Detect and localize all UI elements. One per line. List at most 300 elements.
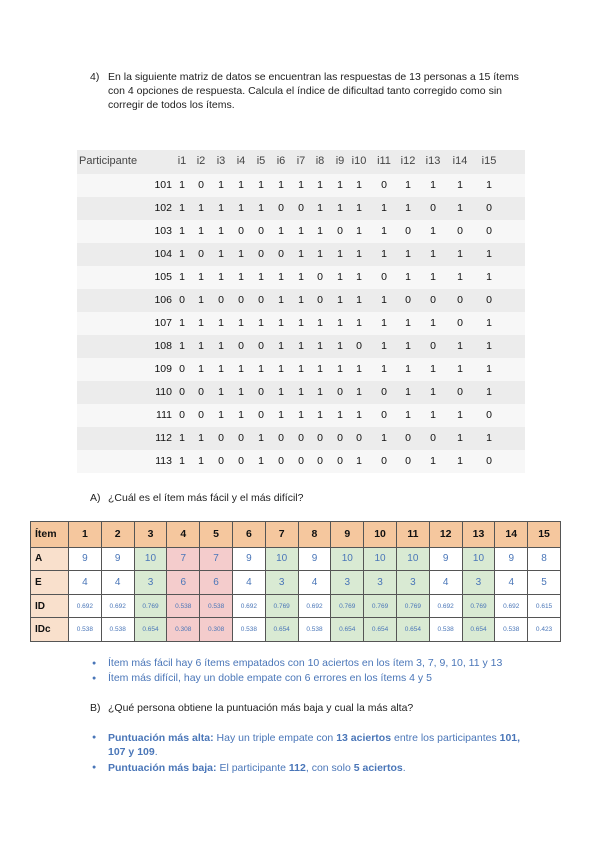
response-cell: 1 (258, 271, 264, 283)
response-cell: 1 (430, 248, 436, 260)
response-cell: 0 (405, 432, 411, 444)
response-cell: 0 (430, 432, 436, 444)
response-cell: 0 (179, 363, 185, 375)
question-number: 4) (90, 71, 100, 83)
response-cell: 1 (337, 248, 343, 260)
response-cell: 1 (298, 363, 304, 375)
response-cell: 1 (198, 340, 204, 352)
response-cell: 0 (430, 340, 436, 352)
response-cell: 1 (405, 363, 411, 375)
stats-item-header: 3 (134, 522, 167, 548)
response-cell: 0 (317, 455, 323, 467)
response-cell: 1 (298, 179, 304, 191)
response-cell: 1 (179, 432, 185, 444)
response-cell: 1 (457, 340, 463, 352)
answer-label: Puntuación más alta: (108, 732, 214, 744)
response-cell: 1 (430, 455, 436, 467)
answer-label: Puntuación más baja: (108, 762, 217, 774)
matrix-item-header: i7 (296, 155, 306, 167)
stats-item-header: 5 (200, 522, 233, 548)
response-cell: 0 (238, 455, 244, 467)
stats-value-cell: 4 (495, 571, 528, 595)
matrix-row (77, 335, 525, 358)
participant-id: 112 (155, 432, 172, 444)
stats-value-cell: 3 (462, 571, 495, 595)
response-cell: 0 (258, 225, 264, 237)
stats-item-header: 4 (167, 522, 200, 548)
matrix-item-header: i12 (400, 155, 416, 167)
response-cell: 1 (278, 179, 284, 191)
response-cell: 0 (298, 432, 304, 444)
response-cell: 1 (356, 455, 362, 467)
stats-value-cell: 4 (429, 571, 462, 595)
stats-value-cell: 3 (265, 571, 298, 595)
response-cell: 1 (337, 409, 343, 421)
response-cell: 1 (258, 432, 264, 444)
response-cell: 0 (218, 432, 224, 444)
response-cell: 0 (238, 340, 244, 352)
response-cell: 1 (430, 363, 436, 375)
response-cell: 1 (356, 294, 362, 306)
stats-value-cell: 3 (331, 571, 364, 595)
response-cell: 1 (258, 317, 264, 329)
stats-value-cell: 0.538 (495, 618, 528, 642)
response-cell: 1 (198, 202, 204, 214)
response-cell: 1 (356, 363, 362, 375)
response-cell: 1 (317, 317, 323, 329)
response-cell: 1 (298, 248, 304, 260)
response-cell: 1 (405, 409, 411, 421)
response-cell: 1 (430, 409, 436, 421)
response-cell: 0 (198, 179, 204, 191)
stats-value-cell: 9 (101, 547, 134, 571)
participant-id: 101 (154, 179, 172, 191)
notes-list (92, 656, 552, 686)
response-cell: 1 (356, 179, 362, 191)
answers-list (92, 731, 532, 777)
stats-value-cell: 0.769 (265, 594, 298, 618)
response-cell: 0 (457, 386, 463, 398)
stats-row-label: A (31, 547, 69, 571)
stats-value-cell: 0.654 (134, 618, 167, 642)
response-cell: 1 (381, 248, 387, 260)
stats-value-cell: 0.769 (462, 594, 495, 618)
response-cell: 1 (356, 202, 362, 214)
response-cell: 0 (258, 409, 264, 421)
matrix-row (77, 312, 525, 335)
note-hardest: ● Ítem más difícil, hay un doble empate con 6 errores en los ítems 4 y 5 (92, 671, 552, 686)
response-cell: 1 (218, 340, 224, 352)
response-cell: 1 (179, 202, 185, 214)
matrix-row (77, 381, 525, 404)
response-cell: 1 (179, 248, 185, 260)
response-cell: 1 (218, 409, 224, 421)
stats-value-cell: 0.654 (364, 618, 397, 642)
response-cell: 1 (238, 248, 244, 260)
response-cell: 0 (356, 340, 362, 352)
response-cell: 1 (258, 363, 264, 375)
stats-header-row (31, 522, 561, 548)
response-cell: 1 (258, 455, 264, 467)
matrix-item-header: i9 (335, 155, 345, 167)
response-cell: 1 (238, 271, 244, 283)
matrix-header-label: Participante (79, 155, 138, 167)
note-easiest: ● Ítem más fácil hay 6 ítems empatados con 10 aciertos en los ítem 3, 7, 9, 10, 11 y 13 (92, 656, 552, 671)
response-cell: 1 (317, 386, 323, 398)
response-cell: 0 (298, 202, 304, 214)
stats-value-cell: 0.538 (232, 618, 265, 642)
response-cell: 1 (381, 294, 387, 306)
response-cell: 1 (337, 271, 343, 283)
matrix-row (77, 404, 525, 427)
stats-item-header: 2 (101, 522, 134, 548)
stats-value-cell: 5 (528, 571, 561, 595)
stats-value-cell: 0.538 (69, 618, 102, 642)
response-cell: 0 (278, 248, 284, 260)
matrix-row (77, 174, 525, 197)
stats-item-header: 7 (265, 522, 298, 548)
stats-value-cell: 0.538 (429, 618, 462, 642)
response-cell: 1 (486, 271, 492, 283)
response-cell: 1 (430, 317, 436, 329)
response-cell: 0 (381, 271, 387, 283)
answer-low: ● Puntuación más baja: El participante 112, con solo 5 aciertos. (92, 761, 532, 775)
answer-high: ● Puntuación más alta: Hay un triple empate con 13 aciertos entre los participantes 101, 107 y 109. (92, 731, 532, 759)
matrix-row (77, 358, 525, 381)
stats-item-header: 6 (232, 522, 265, 548)
stats-item-header: 13 (462, 522, 495, 548)
stats-value-cell: 0.538 (167, 594, 200, 618)
stats-value-cell: 0.769 (331, 594, 364, 618)
matrix-item-header: i15 (481, 155, 497, 167)
response-cell: 0 (198, 386, 204, 398)
stats-value-cell: 0.692 (495, 594, 528, 618)
matrix-item-header: i1 (177, 155, 187, 167)
response-cell: 0 (457, 294, 463, 306)
response-cell: 1 (430, 225, 436, 237)
response-cell: 1 (337, 340, 343, 352)
stats-value-cell: 10 (134, 547, 167, 571)
stats-value-cell: 4 (298, 571, 331, 595)
response-cell: 0 (278, 432, 284, 444)
stats-value-cell: 0.538 (298, 618, 331, 642)
response-cell: 1 (258, 179, 264, 191)
response-cell: 1 (198, 225, 204, 237)
question-number: B) (90, 702, 101, 714)
response-cell: 1 (198, 363, 204, 375)
stats-value-cell: 0.692 (429, 594, 462, 618)
response-cell: 1 (298, 409, 304, 421)
response-cell: 1 (430, 271, 436, 283)
response-cell: 1 (405, 202, 411, 214)
response-cell: 1 (356, 317, 362, 329)
response-cell: 1 (405, 179, 411, 191)
stats-item-header: 12 (429, 522, 462, 548)
response-cell: 1 (381, 432, 387, 444)
response-cell: 1 (218, 386, 224, 398)
response-cell: 1 (218, 248, 224, 260)
question-text: En la siguiente matriz de datos se encuentran las respuestas de 13 personas a 15 ítems con 4 opciones de respuesta. Calcula el índice de dificultad tanto corregido como sin corregir de todos los ítems. (108, 71, 519, 111)
stats-row-label: ID (31, 594, 69, 618)
stats-value-cell: 0.308 (167, 618, 200, 642)
response-cell: 1 (356, 271, 362, 283)
response-cell: 1 (298, 386, 304, 398)
response-cell: 0 (278, 455, 284, 467)
response-cell: 1 (317, 363, 323, 375)
response-cell: 0 (430, 294, 436, 306)
matrix-item-header: i6 (276, 155, 286, 167)
response-cell: 1 (356, 409, 362, 421)
participant-id: 103 (154, 225, 172, 237)
response-cell: 1 (337, 202, 343, 214)
stats-header-label: Ítem (31, 522, 69, 548)
response-cell: 0 (381, 179, 387, 191)
matrix-item-header: i5 (256, 155, 266, 167)
stats-value-cell: 10 (331, 547, 364, 571)
item-stats-table (30, 521, 561, 642)
stats-value-cell: 0.692 (232, 594, 265, 618)
participant-id: 108 (154, 340, 172, 352)
stats-row (31, 547, 561, 571)
response-cell: 1 (457, 409, 463, 421)
stats-value-cell: 9 (232, 547, 265, 571)
response-cell: 1 (298, 340, 304, 352)
response-cell: 1 (457, 248, 463, 260)
response-cell: 1 (218, 202, 224, 214)
response-cell: 1 (278, 225, 284, 237)
response-cell: 1 (278, 340, 284, 352)
participant-id: 109 (154, 363, 172, 375)
participant-id: 111 (156, 409, 172, 421)
response-cell: 0 (179, 294, 185, 306)
response-cell: 1 (238, 202, 244, 214)
response-cell: 1 (298, 225, 304, 237)
stats-value-cell: 10 (396, 547, 429, 571)
response-cell: 1 (218, 317, 224, 329)
response-cell: 1 (457, 432, 463, 444)
response-cell: 0 (337, 432, 343, 444)
stats-row (31, 594, 561, 618)
response-cell: 0 (198, 409, 204, 421)
matrix-row (77, 266, 525, 289)
response-cell: 1 (179, 179, 185, 191)
stats-value-cell: 10 (265, 547, 298, 571)
response-cell: 1 (486, 340, 492, 352)
response-cell: 1 (179, 271, 185, 283)
response-cell: 1 (317, 340, 323, 352)
response-cell: 1 (381, 317, 387, 329)
response-cell: 0 (486, 225, 492, 237)
response-cell: 0 (298, 455, 304, 467)
stats-value-cell: 0.654 (462, 618, 495, 642)
matrix-item-header: i11 (377, 155, 391, 167)
response-cell: 0 (430, 202, 436, 214)
stats-value-cell: 6 (200, 571, 233, 595)
response-cell: 1 (238, 179, 244, 191)
response-cell: 1 (278, 294, 284, 306)
participant-id: 102 (154, 202, 172, 214)
response-cell: 1 (278, 317, 284, 329)
participant-id: 104 (154, 248, 172, 260)
stats-item-header: 15 (528, 522, 561, 548)
response-cell: 1 (179, 340, 185, 352)
matrix-row (77, 289, 525, 312)
response-cell: 1 (198, 455, 204, 467)
matrix-row (77, 243, 525, 266)
stats-value-cell: 3 (134, 571, 167, 595)
participant-id: 106 (154, 294, 172, 306)
stats-value-cell: 9 (298, 547, 331, 571)
response-cell: 1 (218, 179, 224, 191)
response-cell: 1 (278, 271, 284, 283)
matrix-item-header: i14 (452, 155, 468, 167)
stats-item-header: 1 (69, 522, 102, 548)
stats-value-cell: 9 (495, 547, 528, 571)
response-cell: 0 (486, 409, 492, 421)
response-cell: 1 (218, 271, 224, 283)
response-cell: 0 (218, 455, 224, 467)
response-cell: 1 (405, 248, 411, 260)
stats-value-cell: 0.692 (69, 594, 102, 618)
matrix-item-header: i4 (236, 155, 246, 167)
stats-value-cell: 0.769 (364, 594, 397, 618)
stats-row (31, 618, 561, 642)
matrix-row (77, 427, 525, 450)
response-cell: 0 (486, 294, 492, 306)
response-cell: 1 (381, 363, 387, 375)
response-cell: 1 (198, 432, 204, 444)
stats-value-cell: 8 (528, 547, 561, 571)
stats-value-cell: 0.654 (331, 618, 364, 642)
stats-value-cell: 0.692 (298, 594, 331, 618)
response-cell: 1 (356, 225, 362, 237)
response-cell: 1 (457, 363, 463, 375)
stats-value-cell: 0.423 (528, 618, 561, 642)
stats-value-cell: 0.654 (265, 618, 298, 642)
response-cell: 1 (486, 317, 492, 329)
response-cell: 1 (457, 271, 463, 283)
response-cell: 1 (238, 317, 244, 329)
response-cell: 1 (298, 317, 304, 329)
response-cell: 1 (317, 225, 323, 237)
response-cell: 1 (337, 317, 343, 329)
response-cell: 1 (486, 386, 492, 398)
response-cell: 1 (278, 386, 284, 398)
question-text: ¿Cuál es el ítem más fácil y el más difícil? (108, 492, 304, 504)
response-cell: 1 (430, 386, 436, 398)
stats-value-cell: 4 (69, 571, 102, 595)
response-cell: 1 (238, 363, 244, 375)
response-cell: 1 (486, 363, 492, 375)
response-cell: 0 (218, 294, 224, 306)
response-cell: 1 (238, 409, 244, 421)
stats-value-cell: 7 (200, 547, 233, 571)
response-cell: 1 (258, 202, 264, 214)
stats-item-header: 8 (298, 522, 331, 548)
response-cell: 1 (381, 225, 387, 237)
response-cell: 0 (258, 248, 264, 260)
stats-value-cell: 3 (364, 571, 397, 595)
response-cell: 1 (179, 317, 185, 329)
response-cell: 1 (317, 179, 323, 191)
response-cell: 0 (179, 386, 185, 398)
response-cell: 1 (198, 294, 204, 306)
stats-value-cell: 4 (232, 571, 265, 595)
stats-value-cell: 0.769 (396, 594, 429, 618)
response-cell: 1 (486, 179, 492, 191)
response-cell: 1 (198, 317, 204, 329)
response-cell: 1 (179, 455, 185, 467)
response-cell: 1 (356, 248, 362, 260)
response-cell: 0 (337, 225, 343, 237)
response-cell: 0 (356, 432, 362, 444)
response-cell: 1 (218, 225, 224, 237)
response-cell: 0 (238, 225, 244, 237)
response-cell: 1 (405, 317, 411, 329)
response-cell: 1 (405, 340, 411, 352)
response-cell: 1 (486, 248, 492, 260)
matrix-item-header: i3 (216, 155, 226, 167)
response-cell: 1 (457, 179, 463, 191)
stats-row (31, 571, 561, 595)
response-cell: 0 (317, 271, 323, 283)
stats-item-header: 10 (364, 522, 397, 548)
response-cell: 1 (298, 294, 304, 306)
stats-value-cell: 9 (429, 547, 462, 571)
response-cell: 0 (486, 455, 492, 467)
response-cell: 0 (317, 432, 323, 444)
response-cell: 1 (457, 455, 463, 467)
response-cell: 1 (486, 432, 492, 444)
response-cell: 0 (238, 432, 244, 444)
matrix-row (77, 220, 525, 243)
response-cell: 0 (278, 202, 284, 214)
participant-id: 113 (155, 455, 172, 467)
stats-value-cell: 10 (462, 547, 495, 571)
stats-value-cell: 10 (364, 547, 397, 571)
stats-value-cell: 0.538 (200, 594, 233, 618)
matrix-item-header: i8 (315, 155, 325, 167)
response-cell: 1 (337, 363, 343, 375)
matrix-row (77, 450, 525, 473)
response-cell: 1 (457, 202, 463, 214)
response-matrix (77, 150, 525, 472)
response-cell: 0 (405, 225, 411, 237)
stats-value-cell: 9 (69, 547, 102, 571)
response-cell: 1 (238, 386, 244, 398)
matrix-header-row (77, 150, 525, 173)
stats-value-cell: 0.615 (528, 594, 561, 618)
response-cell: 0 (238, 294, 244, 306)
matrix-row (77, 197, 525, 220)
stats-value-cell: 0.538 (101, 618, 134, 642)
response-cell: 1 (337, 294, 343, 306)
response-cell: 1 (405, 386, 411, 398)
response-cell: 1 (198, 271, 204, 283)
response-cell: 1 (278, 363, 284, 375)
stats-value-cell: 0.308 (200, 618, 233, 642)
response-cell: 0 (457, 225, 463, 237)
response-cell: 0 (337, 455, 343, 467)
participant-id: 105 (154, 271, 172, 283)
response-cell: 1 (356, 386, 362, 398)
response-cell: 0 (258, 340, 264, 352)
stats-value-cell: 6 (167, 571, 200, 595)
stats-value-cell: 0.769 (134, 594, 167, 618)
response-cell: 1 (317, 409, 323, 421)
response-cell: 0 (405, 455, 411, 467)
response-cell: 0 (405, 294, 411, 306)
